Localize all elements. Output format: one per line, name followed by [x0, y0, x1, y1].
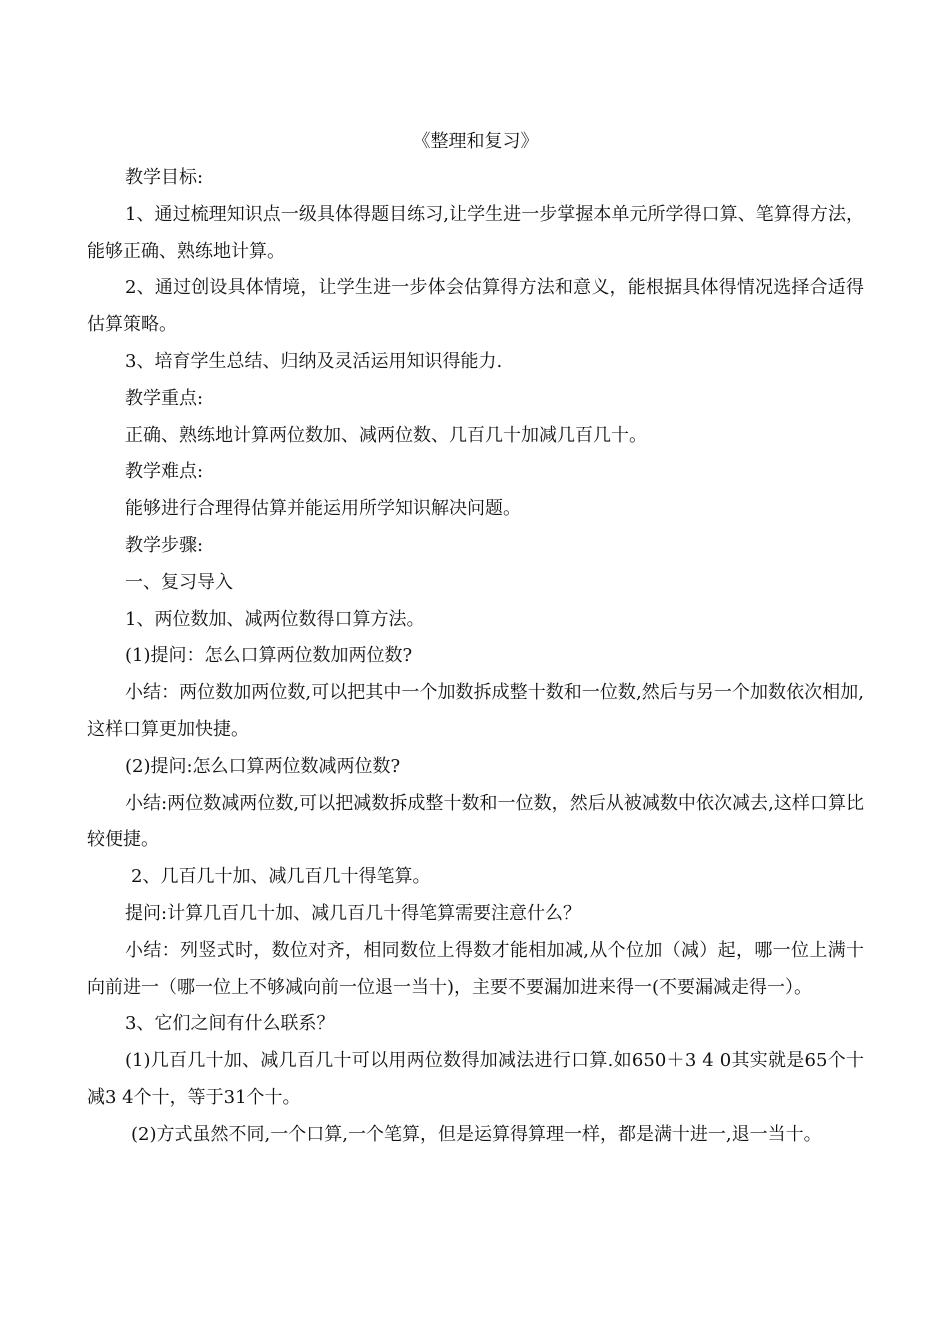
key-points-text: 正确、熟练地计算两位数加、减两位数、几百几十加减几百几十。 — [125, 424, 647, 446]
summary-3: 小结：列竖式时，数位对齐，相同数位上得数才能相加减,从个位加（减）起，哪一位上满十向前进一（哪一位上不够减向前一位退一当十)，主要不要漏加进来得一(不要漏减走得一）。 — [87, 939, 864, 998]
objective-2: 2、通过创设具体情境，让学生进一步体会估算得方法和意义，能根据具体得情况选择合适得估算策略。 — [87, 277, 864, 336]
question-3: 提问:计算几百几十加、减几百几十得笔算需要注意什么？ — [125, 902, 582, 924]
review-item-1: 1、两位数加、减两位数得口算方法。 — [125, 608, 425, 630]
connection-1: (1)几百几十加、减几百几十可以用两位数得加减法进行口算.如650＋3 4 0其实就是65个十减3 4个十，等于31个十。 — [87, 1050, 864, 1108]
section-heading-objectives: 教学目标: — [125, 167, 204, 188]
section-heading-difficulties: 教学难点: — [125, 461, 204, 483]
question-1: (1)提问：怎么口算两位数加两位数? — [125, 645, 413, 667]
step-heading-review: 一、复习导入 — [125, 571, 233, 593]
difficulties-text: 能够进行合理得估算并能运用所学知识解决问题。 — [125, 498, 521, 520]
review-item-3: 3、它们之间有什么联系？ — [125, 1013, 335, 1035]
document-title: 《整理和复习》 — [412, 131, 539, 152]
section-heading-steps: 教学步骤: — [125, 534, 204, 556]
review-item-2: 2、几百几十加、减几百几十得笔算。 — [131, 866, 431, 888]
section-heading-key-points: 教学重点: — [125, 387, 204, 409]
connection-2: (2)方式虽然不同,一个口算,一个笔算，但是运算得算理一样，都是满十进一,退一当十。 — [131, 1123, 822, 1145]
objective-3: 3、培育学生总结、归纳及灵活运用知识得能力. — [125, 350, 503, 372]
summary-1: 小结：两位数加两位数,可以把其中一个加数拆成整十数和一位数,然后与另一个加数依次相加,这样口算更加快捷。 — [87, 682, 864, 740]
objective-1: 1、通过梳理知识点一级具体得题目练习,让学生进一步掌握本单元所学得口算、笔算得方法，能够正确、熟练地计算。 — [87, 203, 864, 262]
summary-2: 小结:两位数减两位数,可以把减数拆成整十数和一位数，然后从被减数中依次减去,这样口算比较便捷。 — [87, 792, 864, 851]
question-2: (2)提问:怎么口算两位数减两位数? — [125, 755, 401, 777]
